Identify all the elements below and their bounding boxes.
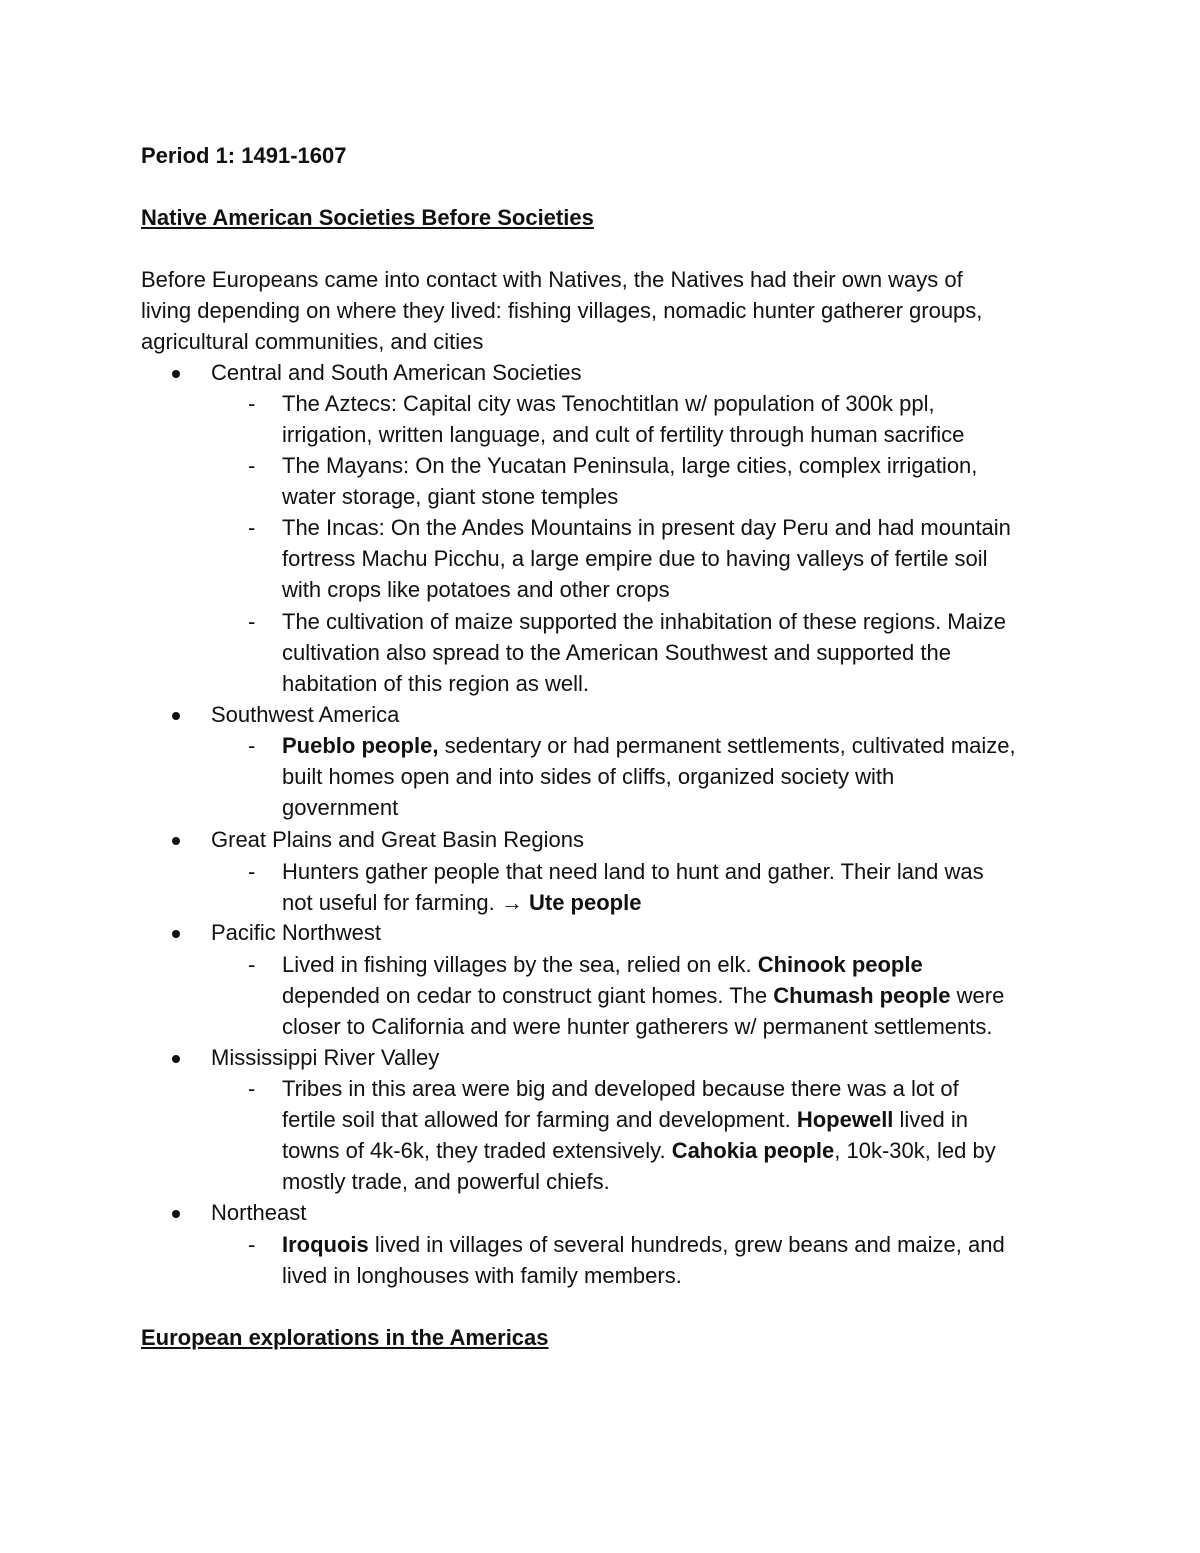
bullet-pacific-northwest: Pacific Northwest <box>211 920 381 945</box>
intro-line-3: agricultural communities, and cities <box>141 329 484 354</box>
pueblo-rest: sedentary or had permanent settlements, cultivated maize, <box>438 733 1016 758</box>
hopewell-bold: Hopewell <box>796 1107 894 1132</box>
northeast-line-1 <box>282 1229 1005 1260</box>
chumash-bold: Chumash people <box>773 983 951 1008</box>
chinook-bold: Chinook people <box>757 952 923 977</box>
pueblo-bold: Pueblo people, <box>282 733 439 758</box>
section-heading-native-american: Native American Societies Before Societies <box>141 205 594 230</box>
mississippi-line-3 <box>282 1135 996 1166</box>
bullet-great-plains: Great Plains and Great Basin Regions <box>211 827 584 852</box>
pueblo-line-2: built homes open and into sides of cliffs, organized society with <box>282 764 895 789</box>
bullet-icon <box>172 930 180 938</box>
mississippi-line-3-text: towns of 4k-6k, they traded extensively. <box>282 1138 672 1163</box>
dash-icon: - <box>248 952 256 977</box>
dash-icon: - <box>248 1232 256 1257</box>
aztecs-line-1: The Aztecs: Capital city was Tenochtitlan w/ population of 300k ppl, <box>282 391 935 416</box>
incas-line-3: with crops like potatoes and other crops <box>282 577 670 602</box>
dash-icon: - <box>248 609 256 634</box>
mississippi-line-1: Tribes in this area were big and developed because there was a lot of <box>282 1076 959 1101</box>
incas-line-2: fortress Machu Picchu, a large empire due to having valleys of fertile soil <box>282 546 988 571</box>
cahokia-bold: Cahokia people <box>671 1138 835 1163</box>
mississippi-line-3-rest: , 10k-30k, led by <box>834 1138 996 1163</box>
plains-line-2-text: not useful for farming. → <box>282 890 529 915</box>
mississippi-line-2-text: fertile soil that allowed for farming and development. <box>282 1107 797 1132</box>
dash-icon: - <box>248 391 256 416</box>
bullet-icon <box>172 712 180 720</box>
intro-line-2: living depending on where they lived: fishing villages, nomadic hunter gatherer groups, <box>141 298 983 323</box>
dash-icon: - <box>248 733 256 758</box>
mayans-line-1: The Mayans: On the Yucatan Peninsula, large cities, complex irrigation, <box>282 453 978 478</box>
plains-line-2 <box>282 887 641 918</box>
mississippi-line-2-rest: lived in <box>893 1107 969 1132</box>
section-heading-european-explorations: European explorations in the Americas <box>141 1325 549 1350</box>
bullet-icon <box>172 1055 180 1063</box>
bullet-mississippi: Mississippi River Valley <box>211 1045 440 1070</box>
mississippi-line-4: mostly trade, and powerful chiefs. <box>282 1169 610 1194</box>
northeast-line-2: lived in longhouses with family members. <box>282 1263 682 1288</box>
pacific-line-2-text: depended on cedar to construct giant homes. The <box>282 983 774 1008</box>
bullet-central-south: Central and South American Societies <box>211 360 582 385</box>
maize-line-1: The cultivation of maize supported the inhabitation of these regions. Maize <box>282 609 1006 634</box>
incas-line-1: The Incas: On the Andes Mountains in present day Peru and had mountain <box>282 515 1011 540</box>
bullet-southwest: Southwest America <box>211 702 400 727</box>
dash-icon: - <box>248 453 256 478</box>
bullet-northeast: Northeast <box>211 1200 307 1225</box>
pueblo-line-3: government <box>282 795 399 820</box>
aztecs-line-2: irrigation, written language, and cult of fertility through human sacrifice <box>282 422 965 447</box>
period-title: Period 1: 1491-1607 <box>141 143 347 168</box>
ute-people-bold: Ute people <box>529 890 642 915</box>
mayans-line-2: water storage, giant stone temples <box>282 484 619 509</box>
dash-icon: - <box>248 1076 256 1101</box>
pacific-line-1-text: Lived in fishing villages by the sea, relied on elk. <box>282 952 758 977</box>
dash-icon: - <box>248 859 256 884</box>
northeast-line-1-rest: lived in villages of several hundreds, grew beans and maize, and <box>368 1232 1005 1257</box>
iroquois-bold: Iroquois <box>282 1232 369 1257</box>
maize-line-3: habitation of this region as well. <box>282 671 589 696</box>
bullet-icon <box>172 1210 180 1218</box>
pacific-line-1 <box>282 949 923 980</box>
intro-line-1: Before Europeans came into contact with Natives, the Natives had their own ways of <box>141 267 963 292</box>
plains-line-1: Hunters gather people that need land to hunt and gather. Their land was <box>282 859 984 884</box>
bullet-icon <box>172 837 180 845</box>
pueblo-line-1 <box>282 730 1016 761</box>
mississippi-line-2 <box>282 1104 968 1135</box>
dash-icon: - <box>248 515 256 540</box>
pacific-line-3: closer to California and were hunter gatherers w/ permanent settlements. <box>282 1014 993 1039</box>
bullet-icon <box>172 370 180 378</box>
maize-line-2: cultivation also spread to the American Southwest and supported the <box>282 640 951 665</box>
pacific-line-2 <box>282 980 1004 1011</box>
pacific-line-2-rest: were <box>950 983 1005 1008</box>
